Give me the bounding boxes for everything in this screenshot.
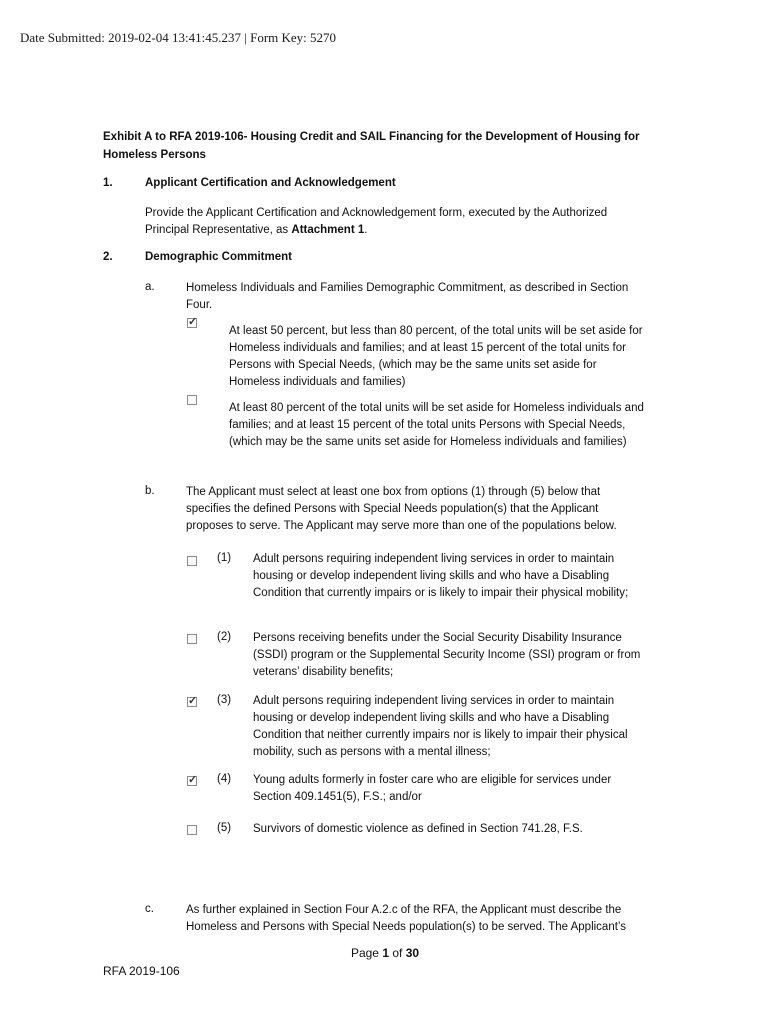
option-a1-text: At least 50 percent, but less than 80 percent, of the total units will be set aside for Homeless individuals and families; and at least 15 percent of the total units for Persons with Special Needs, (which may be the same units set aside for Homeless individuals and families) [229,325,643,388]
page-total: 30 [405,946,420,960]
option-b5-checkbox[interactable] [187,825,197,835]
item-a-letter: a. [145,281,155,293]
page-current: 1 [382,946,389,960]
option-b2-text: Persons receiving benefits under the Social Security Disability Insurance (SSDI) program or the Supplemental Security Income (SSI) program or from veterans’ disability benefits; [253,632,641,678]
item-b-letter: b. [145,485,155,497]
page-label: Page [350,946,383,960]
section-1-heading: Applicant Certification and Acknowledgement [145,177,396,189]
section-2-number: 2. [103,251,113,263]
option-b5-text: Survivors of domestic violence as defined in Section 741.28, F.S. [253,823,583,835]
item-c-letter: c. [145,903,154,915]
option-b2-number: (2) [217,631,232,643]
section-2-heading: Demographic Commitment [145,251,292,263]
footer-rfa-id: RFA 2019-106 [103,964,180,978]
option-b3-checkbox[interactable] [187,697,197,707]
option-a2-checkbox[interactable] [187,395,197,405]
submission-header: Date Submitted: 2019-02-04 13:41:45.237 | Form Key: 5270 [20,30,337,45]
item-b-text: The Applicant must select at least one box from options (1) through (5) below that specifies the defined Persons with Special Needs population(s) that the Applicant proposes to serve. The Applicant may serve more than one of the populations below. [186,486,617,532]
option-b2-checkbox[interactable] [187,634,197,644]
section-1-body-end: . [364,224,368,236]
section-1-body-text: Provide the Applicant Certification and Acknowledgement form, executed by the Authorized Principal Representative, as [145,207,608,236]
section-1-body [145,205,635,239]
page-of-label: of [389,946,406,960]
option-b3-number: (3) [217,694,232,706]
item-a-text: Homeless Individuals and Families Demographic Commitment, as described in Section Four. [186,282,629,311]
item-c-text: As further explained in Section Four A.2.c of the RFA, the Applicant must describe the Homeless and Persons with Special Needs population(s) to be served. The Applicant’s [186,904,627,933]
option-b4-number: (4) [217,773,232,785]
option-a1-checkbox[interactable] [187,318,197,328]
option-b1-checkbox[interactable] [187,556,197,566]
option-b4-checkbox[interactable] [187,776,197,786]
option-b3-text: Adult persons requiring independent living services in order to maintain housing or develop independent living skills and who have a Disabling Condition that neither currently impairs nor is likely to impair their physical mobility, such as persons with a mental illness; [253,695,628,758]
page-number [0,946,770,960]
option-b1-text: Adult persons requiring independent living services in order to maintain housing or develop independent living skills and who have a Disabling Condition that currently impairs or is likely to impair their physical mobility; [253,553,629,599]
option-a2-text: At least 80 percent of the total units will be set aside for Homeless individuals and families; and at least 15 percent of the total units Persons with Special Needs, (which may be the same units set aside for Homeless individuals and families) [229,402,644,448]
section-1-number: 1. [103,177,113,189]
attachment-reference: Attachment 1 [291,224,365,236]
option-b1-number: (1) [217,552,232,564]
option-b5-number: (5) [217,822,232,834]
option-b4-text: Young adults formerly in foster care who are eligible for services under Section 409.1451(5), F.S.; and/or [253,774,612,803]
page-title: Exhibit A to RFA 2019-106- Housing Credit and SAIL Financing for the Development of Housing for Homeless Persons [103,131,640,161]
